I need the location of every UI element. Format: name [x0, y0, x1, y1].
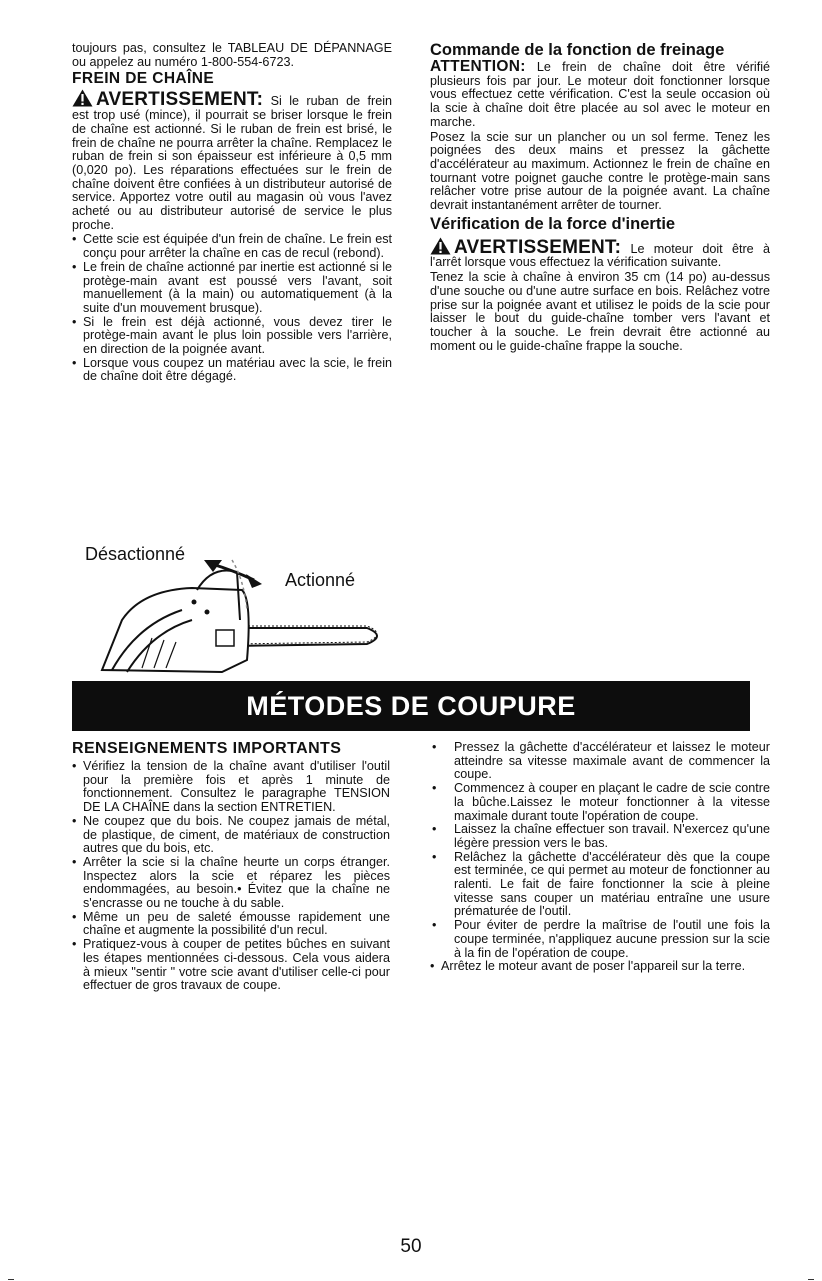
banner-title: MÉTODES DE COUPURE	[246, 690, 576, 721]
attention-text: Le frein de chaîne doit être vérifié plusieurs fois par jour. Le moteur doit fonctionner lorsque vous effectuez cette vérification. C'est la seule occasion où la scie à chaîne doit être placée au sol avec le moteur en marche.	[430, 60, 771, 129]
left-top-column	[72, 42, 392, 384]
list-item: • Arrêtez le moteur avant de poser l'appareil sur la terre.	[430, 960, 770, 974]
list-item: • Cette scie est équipée d'un frein de chaîne. Le frein est conçu pour arrêter la chaîne en cas de recul (rebond).	[72, 233, 392, 260]
inertia-paragraph: Tenez la scie à chaîne à environ 35 cm (14 po) au-dessus d'une souche ou d'une autre surface en bois. Relâchez votre prise sur la poignée avant et utilisez le poids de la scie pour laisser le bout du guide-chaîne tomber vers l'avant et toucher à la souche. Le frein devrait être actionné au moment ou le guide-chaîne frappe la souche.	[430, 270, 770, 353]
list-item: • Relâchez la gâchette d'accélérateur dès que la coupe est terminée, ce qui permet au moteur de fonctionner au ralenti. Le fait de faire fonctionner la scie à pleine vitesse sans couper un matériau entraîne une usure prématurée de l'outil.	[430, 851, 770, 920]
chain-brake-heading: FREIN DE CHAÎNE	[72, 70, 215, 88]
list-item: • Commencez à couper en plaçant le cadre de scie contre la bûche.Laissez le moteur fonctionner à la vitesse maximale durant toute l'opération de coupe.	[430, 782, 770, 823]
intro-paragraph: toujours pas, consultez le TABLEAU DE DÉPANNAGE ou appelez au numéro 1-800-554-6723.	[72, 41, 392, 69]
important-info-heading: RENSEIGNEMENTS IMPORTANTS	[72, 740, 342, 757]
cutting-steps-bullets	[430, 741, 770, 974]
warning-text: Le moteur doit être à l'arrêt lorsque vous effectuez la vérification suivante.	[430, 241, 770, 270]
list-item: • Arrêter la scie si la chaîne heurte un corps étranger. Inspectez alors la scie et réparez les pièces endommagées, au besoin.• Évitez que la chaîne ne s'encrasse ou ne touche à du sable.	[72, 856, 390, 911]
inertia-heading: Vérification de la force d'inertie	[430, 214, 676, 233]
attention-label: ATTENTION:	[430, 58, 526, 75]
list-item: • Le frein de chaîne actionné par inertie est actionné si le protège-main avant est poussé vers l'avant, soit manuellement (à la main) ou automatiquement (à la suite d'un mouvement brusque).	[72, 261, 392, 316]
brake-test-paragraph: Posez la scie sur un plancher ou un sol ferme. Tenez les poignées des deux mains et pressez la gâchette d'accélérateur au maximum. Actionnez le frein de chaîne en tournant votre poignet gauche contre le protège-main sans relâcher votre prise autour de la poignée avant. La chaîne devrait instantanément arrêter de tourner.	[430, 129, 770, 213]
chain-brake-bullets	[72, 233, 392, 384]
attention-paragraph	[430, 60, 770, 130]
inertia-warning	[430, 237, 770, 270]
list-item: • Pratiquez-vous à couper de petites bûches en suivant les étapes mentionnées ci-dessous. Cela vous aidera à mieux "sentir " votre scie avant d'utiliser celle-ci pour effectuer de gros travaux de coupe.	[72, 938, 390, 993]
list-item: • Pressez la gâchette d'accélérateur et laissez le moteur atteindre sa vitesse maximale avant de commencer la coupe.	[430, 741, 770, 782]
list-item: • Pour éviter de perdre la maîtrise de l'outil une fois la coupe terminée, n'appliquez aucune pression sur la scie à la fin de l'opération de coupe.	[430, 919, 770, 960]
page-number: 50	[400, 1236, 422, 1257]
list-item: • Laissez la chaîne effectuer son travail. N'exercez qu'une légère pression vers le bas.	[430, 823, 770, 850]
crop-mark	[808, 1279, 814, 1280]
warning-label: AVERTISSEMENT:	[96, 89, 264, 111]
warning-text: Si le ruban de frein est trop usé (mince), il pourrait se briser lorsque le frein de chaîne est actionné. Si le ruban de frein est brisé, le frein de chaîne ne pourra arrêter la chaîne. Remplacez le ruban de frein si son épaisseur est inférieure à 0,5 mm (0,020 po). Les réparations effectuées sur le frein de chaîne doivent être confiées à un distributeur autorisé de service. Apportez votre outil au magasin où vous l'avez acheté ou au distributeur autorisé de service le plus proche.	[72, 94, 393, 232]
figure-label-engaged: Actionné	[285, 570, 356, 590]
important-info-bullets	[72, 760, 390, 993]
warning-label: AVERTISSEMENT:	[454, 236, 622, 258]
figure-label-disengaged: Désactionné	[85, 544, 186, 564]
brake-function-heading: Commande de la fonction de freinage	[430, 41, 725, 59]
crop-mark	[8, 1279, 14, 1280]
list-item: • Si le frein est déjà actionné, vous devez tirer le protège-main avant le plus loin possible vers l'arrière, en direction de la poignée avant.	[72, 316, 392, 357]
left-bottom-column	[72, 741, 390, 993]
list-item: • Lorsque vous coupez un matériau avec la scie, le frein de chaîne doit être dégagé.	[72, 357, 392, 384]
warning-icon	[430, 237, 451, 255]
section-banner	[72, 681, 750, 731]
right-bottom-column	[430, 741, 770, 974]
chainsaw-brake-illustration	[82, 550, 402, 680]
list-item: • Même un peu de saleté émousse rapidement une chaîne et augmente la possibilité d'un recul.	[72, 911, 390, 938]
list-item: • Ne coupez que du bois. Ne coupez jamais de métal, de plastique, de ciment, de matériaux de construction autres que du bois, etc.	[72, 815, 390, 856]
warning-icon	[72, 89, 93, 107]
right-top-column	[430, 42, 770, 354]
list-item: • Vérifiez la tension de la chaîne avant d'utiliser l'outil pour la première fois et après 1 minute de fonctionnement. Consultez le paragraphe TENSION DE LA CHAÎNE dans la section ENTRETIEN.	[72, 760, 390, 815]
chain-brake-warning	[72, 89, 392, 232]
